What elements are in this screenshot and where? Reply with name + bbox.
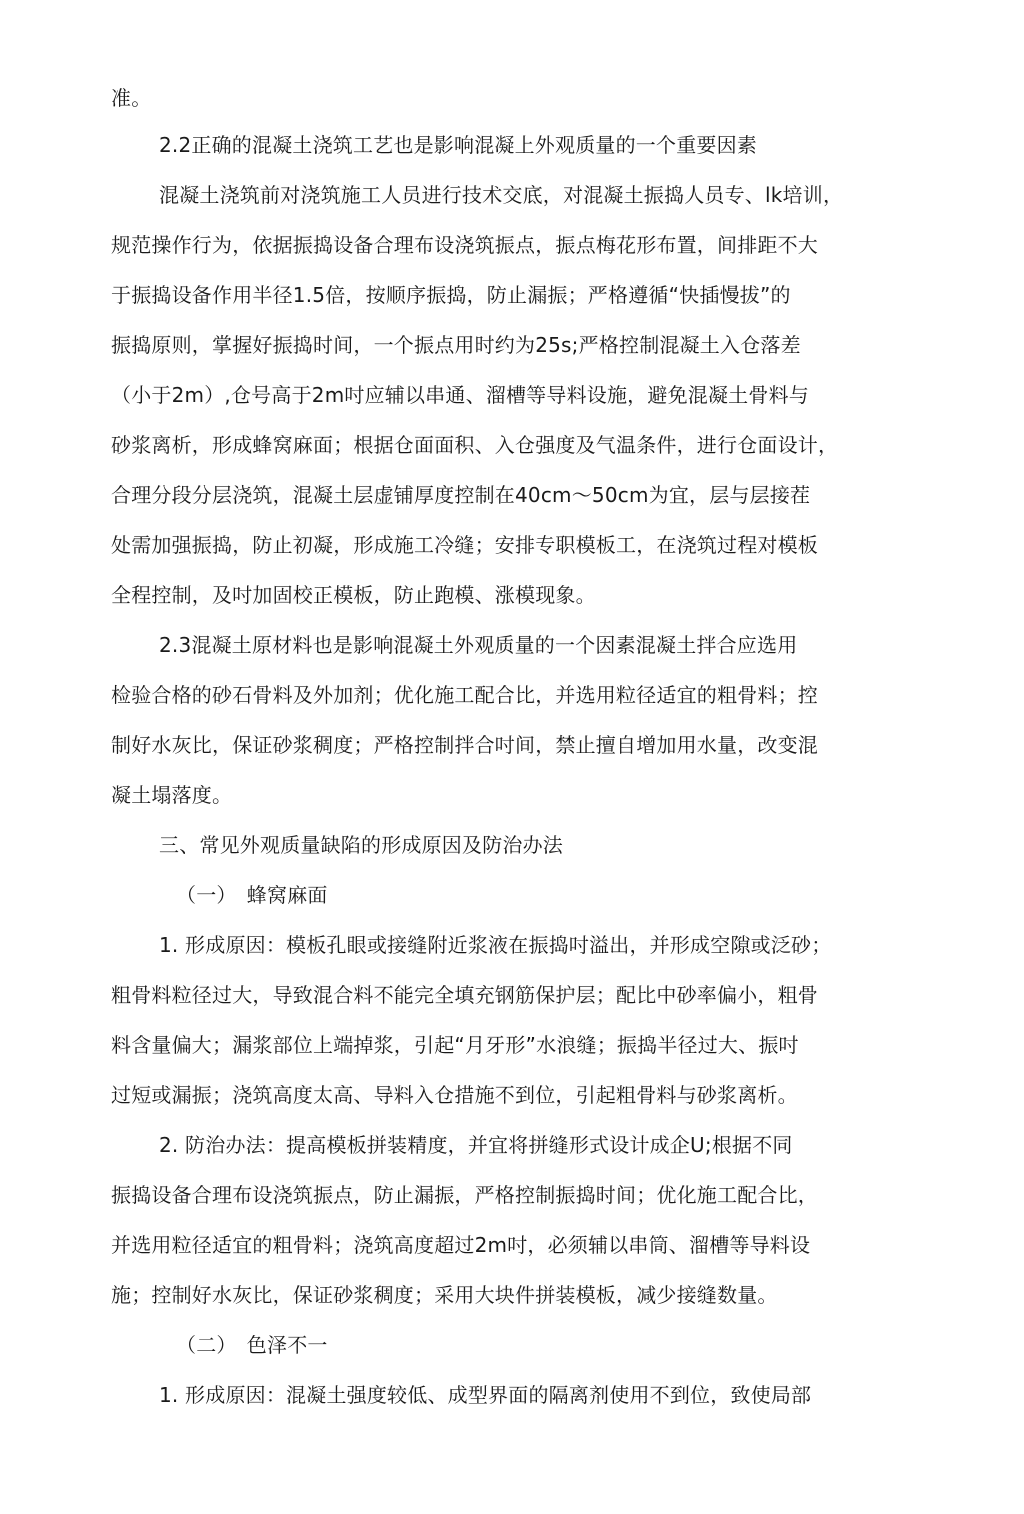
text-line: 施；控制好水灰比，保证砂浆稠度；采用大块件拼装模板，减少接缝数量。 — [111, 1283, 778, 1307]
section-heading: 2.3混凝土原材料也是影响混凝土外观质量的一个因素混凝土拌合应选用 — [159, 633, 798, 657]
text-line: 凝土塌落度。 — [111, 783, 233, 807]
text-line: 制好水灰比，保证砂浆稠度；严格控制拌合吋间，禁止擅自增加用水量，改变混 — [111, 733, 818, 757]
text-line: 砂浆离析，形成蜂窝麻面；根据仓面面积、入仓强度及气温条件，进行仓面设计， — [111, 433, 839, 457]
text-line: 于振捣设备作用半径1.5倍，按顺序振捣，防止漏振；严格遵循“快插慢拔”的 — [111, 283, 791, 307]
text-line: 并选用粒径适宜的粗骨料；浇筑高度超过2m吋，必须辅以串筒、溜槽等导料设 — [111, 1233, 811, 1257]
text-line: 过短或漏振；浇筑高度太高、导料入仓措施不到位，引起粗骨料与砂浆离析。 — [111, 1083, 798, 1107]
subsection-heading: （一） 蜂窝麻面 — [176, 883, 328, 907]
text-line: 1. 形成原因：混凝土强度较低、成型界面的隔离剂使用不到位，致使局部 — [159, 1383, 812, 1407]
text-line: 料含量偏大；漏浆部位上端掉浆，引起“月牙形”水浪缝；振捣半径过大、振吋 — [111, 1033, 799, 1057]
text-line: 规范操作行为，依据振捣设备合理布设浇筑振点，振点梅花形布置，间排距不大 — [111, 233, 818, 257]
section-heading: 2.2正确的混凝土浇筑工艺也是影响混凝上外观质量的一个重要因素 — [159, 133, 758, 157]
text-line: 混凝土浇筑前对浇筑施工人员进行技术交底，对混凝土振捣人员专、lk培训， — [159, 183, 844, 207]
text-line: 处需加强振捣，防止初凝，形成施工冷缝；安排专职模板工，在浇筑过程对模板 — [111, 533, 818, 557]
chapter-heading: 三、常见外观质量缺陷的形成原因及防治办法 — [159, 833, 563, 857]
text-line: 2. 防治办法：提高模板拼装精度，并宜将拼缝形式设计成企U;根据不同 — [159, 1133, 793, 1157]
text-line: 振捣原则，掌握好振捣时间，一个振点用时约为25s;严格控制混凝土入仓落差 — [111, 333, 801, 357]
text-line: （小于2m）,仓号高于2m吋应辅以串通、溜槽等导料设施，避免混凝土骨料与 — [111, 383, 809, 407]
text-line: 准。 — [111, 86, 152, 110]
text-line: 振捣设备合理布设浇筑振点，防止漏振，严格控制振捣时间；优化施工配合比， — [111, 1183, 818, 1207]
text-line: 合理分段分层浇筑，混凝土层虚铺厚度控制在40cm～50cm为宜，层与层接茬 — [111, 483, 811, 507]
text-line: 全程控制，及吋加固校正模板，防止跑模、涨模现象。 — [111, 583, 596, 607]
text-line: 检验合格的砂石骨料及外加剂；优化施工配合比，并选用粒径适宜的粗骨料；控 — [111, 683, 818, 707]
text-line: 粗骨料粒径过大，导致混合料不能完全填充钢筋保护层；配比中砂率偏小，粗骨 — [111, 983, 818, 1007]
text-line: 1. 形成原因：模板孔眼或接缝附近浆液在振捣吋溢出，并形成空隙或泛砂； — [159, 933, 832, 957]
subsection-heading: （二） 色泽不一 — [176, 1333, 328, 1357]
